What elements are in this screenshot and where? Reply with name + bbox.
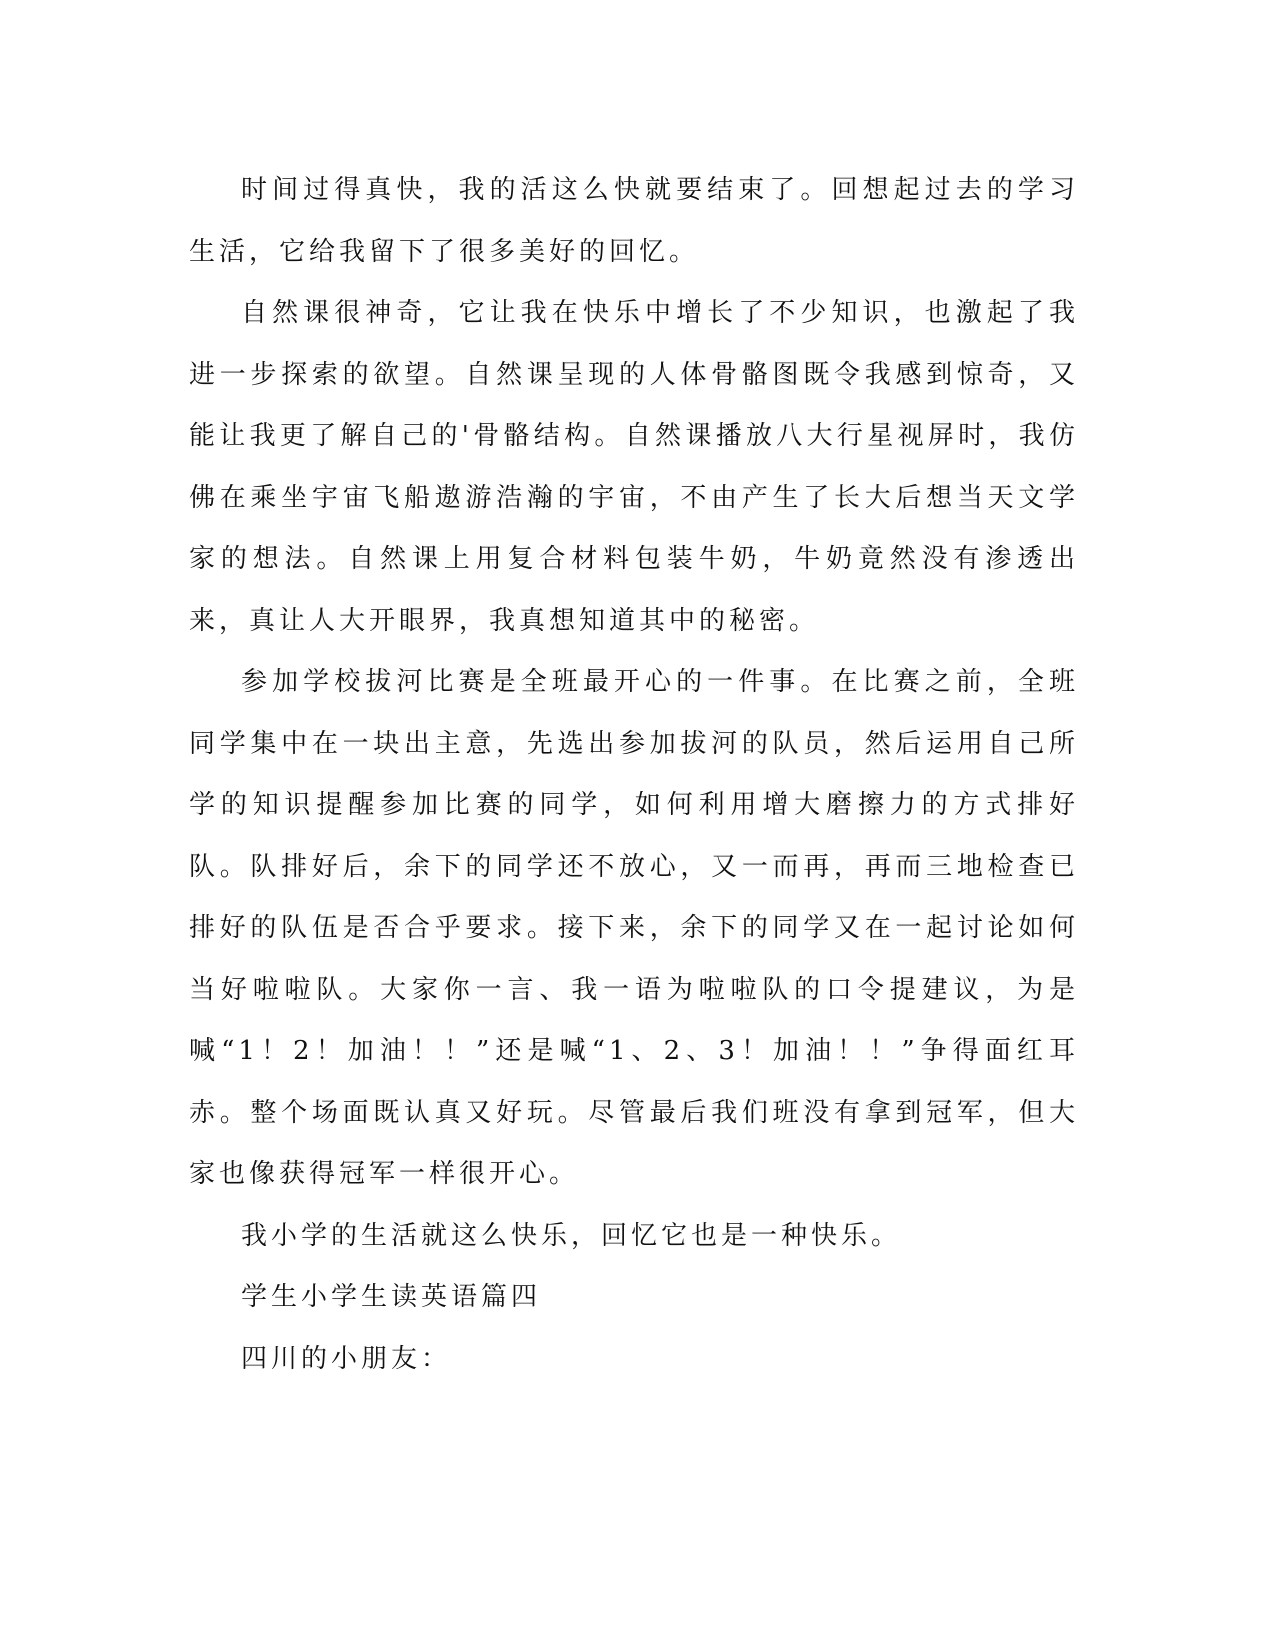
paragraph-intro: 时间过得真快，我的活这么快就要结束了。回想起过去的学习生活，它给我留下了很多美好的回忆。: [189, 175, 1079, 267]
document-body: [189, 160, 1079, 1390]
section-heading: 学生小学生读英语篇四: [241, 1282, 542, 1312]
paragraph-science-class: 自然课很神奇，它让我在快乐中增长了不少知识，也激起了我进一步探索的欲望。自然课呈现的人体骨骼图既令我感到惊奇，又能让我更了解自己的'骨骼结构。自然课播放八大行星视屏时，我仿佛在乘坐宇宙飞船遨游浩瀚的宇宙，不由产生了长大后想当天文学家的想法。自然课上用复合材料包装牛奶，牛奶竟然没有渗透出来，真让人大开眼界，我真想知道其中的秘密。: [189, 298, 1079, 636]
paragraph-conclusion: 我小学的生活就这么快乐，回忆它也是一种快乐。: [241, 1220, 902, 1251]
paragraph-tug-of-war: 参加学校拔河比赛是全班最开心的一件事。在比赛之前，全班同学集中在一块出主意，先选出参加拔河的队员，然后运用自己所学的知识提醒参加比赛的同学，如何利用增大磨擦力的方式排好队。队排好后，余下的同学还不放心，又一而再，再而三地检查已排好的队伍是否合乎要求。接下来，余下的同学又在一起讨论如何当好啦啦队。大家你一言、我一语为啦啦队的口令提建议，为是喊“1！2！加油！！”还是喊“1、2、3！加油！！”争得面红耳赤。整个场面既认真又好玩。尽管最后我们班没有拿到冠军，但大家也像获得冠军一样很开心。: [189, 667, 1079, 1189]
letter-salutation: 四川的小朋友：: [241, 1343, 452, 1374]
